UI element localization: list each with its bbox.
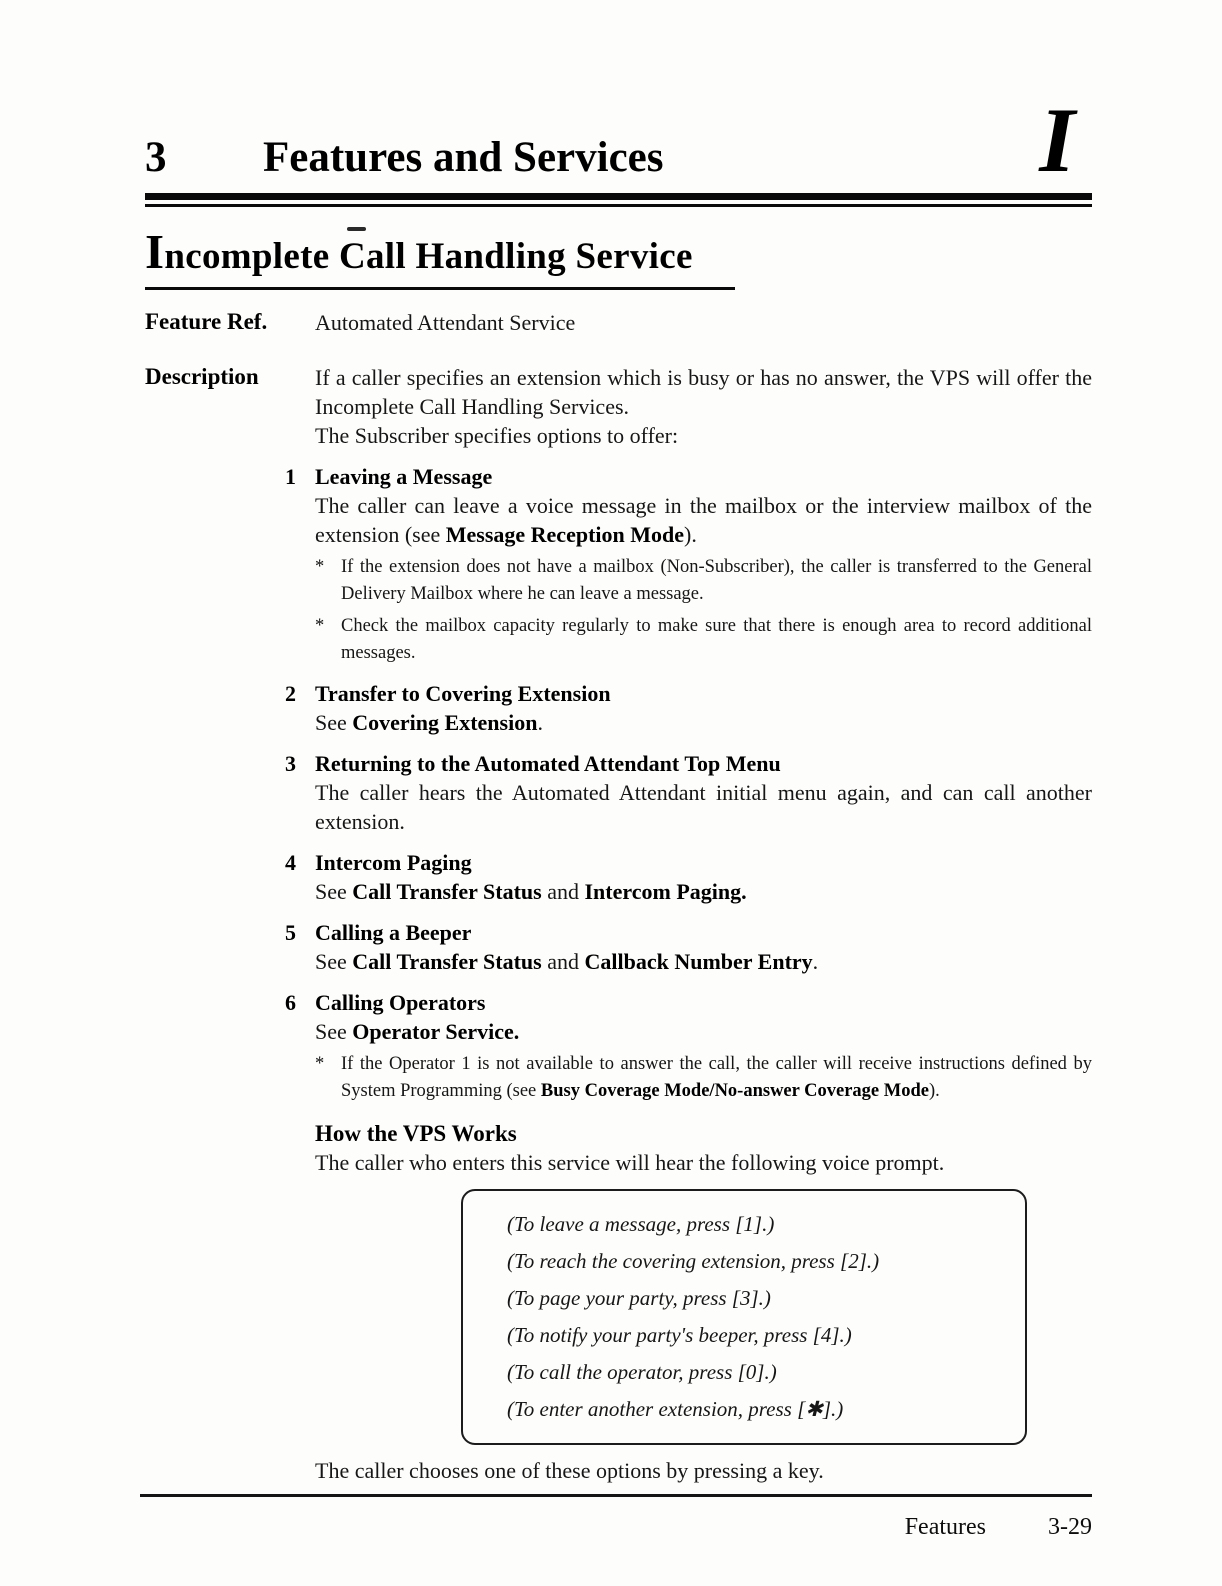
option-item-6 [285,988,1092,1105]
option-number: 2 [285,681,296,706]
option-title: Calling a Beeper [315,920,472,945]
option-body [315,491,1092,549]
cross-reference-bold: Busy Coverage Mode/No-answer Coverage Mode [540,1081,929,1101]
option-item-4 [285,848,1092,906]
feature-ref-label: Feature Ref. [145,309,268,334]
note-asterisk: * [315,1054,325,1074]
option-title: Intercom Paging [315,850,472,875]
voice-prompt-line: (To call the operator, press [0].) [507,1360,777,1384]
option-item-2 [285,679,1092,737]
chapter-heading-row [145,134,1092,181]
description-intro-line-2: The Subscriber specifies options to offer: [315,423,679,448]
option-title: Returning to the Automated Attendant Top Menu [315,751,781,776]
option-body [315,778,1092,836]
voice-prompt-line: (To page your party, press [3].) [507,1286,771,1310]
body-text: . [537,710,543,735]
header-rule-thick [145,193,1092,200]
how-it-works-intro: The caller who enters this service will hear the following voice prompt. [315,1150,945,1175]
option-title: Calling Operators [315,990,486,1015]
body-text: See [315,710,353,735]
voice-prompt-line: (To enter another extension, press [✱].) [507,1397,844,1421]
option-title: Transfer to Covering Extension [315,681,611,706]
body-text: The caller can leave a voice message in the mailbox or the interview mailbox of the extension (see [315,493,1092,547]
cross-reference-bold: Intercom Paging. [584,879,747,904]
footer-section-label: Features [904,1513,986,1540]
cross-reference-bold: Callback Number Entry [584,949,813,974]
body-text: The caller hears the Automated Attendant initial menu again, and can call another extension. [315,780,1092,834]
footer-page-number: 3-29 [1048,1513,1092,1540]
option-body [315,877,1092,906]
body-text: and [541,879,585,904]
body-text: . [812,949,819,974]
body-text: ). [928,1081,940,1101]
chapter-tab-marker: I [1039,89,1075,191]
body-text: See [315,1019,353,1044]
note-text [341,613,1092,667]
option-body [315,1017,1092,1046]
body-text: If the extension does not have a mailbox (Non-Subscriber), the caller is transferred to the General Delivery Mailbox where he can leave a message. [341,557,1092,604]
note-asterisk: * [315,616,325,636]
cross-reference-bold: Message Reception Mode [445,522,685,547]
footer-text-row [140,1514,1092,1541]
option-item-5 [285,918,1092,976]
option-note [315,1051,1092,1105]
option-number: 3 [285,751,296,776]
header-rule-thin [145,204,1092,207]
description-label: Description [145,364,259,389]
section-title: Incomplete Call Handling Service [145,224,735,290]
option-item-1 [285,462,1092,667]
footer-rule [140,1494,1092,1497]
cross-reference-bold: Operator Service. [352,1019,520,1044]
option-body [315,947,1092,976]
chapter-title: Features and Services [263,134,664,181]
body-text: and [541,949,585,974]
voice-prompt-line: (To notify your party's beeper, press [4].) [507,1323,852,1347]
body-text: See [315,949,353,974]
note-text [341,1051,1092,1105]
option-note [315,613,1092,667]
body-text: ). [684,522,697,547]
cross-reference-bold: Covering Extension [352,710,538,735]
option-title: Leaving a Message [315,464,493,489]
how-it-works-heading: How the VPS Works [315,1121,517,1146]
option-note [315,554,1092,608]
option-number: 5 [285,920,296,945]
option-item-3 [285,749,1092,836]
options-list [285,462,1092,1105]
cross-reference-bold: Call Transfer Status [352,949,542,974]
body-text: If the Operator 1 is not available to answer the call, the caller will receive instructions defined by System Programming (see [341,1054,1092,1101]
option-body [315,708,1092,737]
cross-reference-bold: Call Transfer Status [352,879,542,904]
option-number: 1 [285,464,296,489]
option-number: 4 [285,850,296,875]
note-text [341,554,1092,608]
feature-ref-value: Automated Attendant Service [315,310,576,335]
voice-prompt-line: (To reach the covering extension, press [2].) [507,1249,880,1273]
page-footer [140,1494,1092,1541]
voice-prompt-box [461,1189,1027,1445]
document-body [145,308,1092,1485]
scan-artifact-dash [347,227,366,231]
description-content [285,363,1092,1485]
outro-text: The caller chooses one of these options by pressing a key. [315,1458,824,1483]
chapter-header [145,134,1092,290]
body-text: Check the mailbox capacity regularly to make sure that there is enough area to record additional messages. [341,616,1092,663]
chapter-number: 3 [145,134,167,181]
option-number: 6 [285,990,296,1015]
voice-prompt-line: (To leave a message, press [1].) [507,1212,775,1236]
body-text: See [315,879,353,904]
note-asterisk: * [315,557,325,577]
description-intro-line-1: If a caller specifies an extension which is busy or has no answer, the VPS will offer the Incomplete Call Handling Services. [315,365,1092,419]
